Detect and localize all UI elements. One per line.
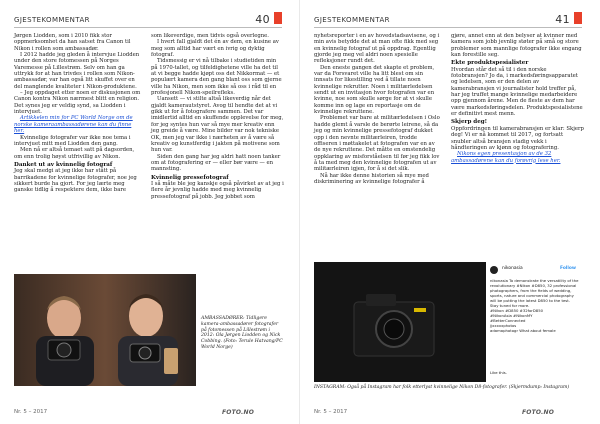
paragraph: I hvert fall gjaldt det én av dem, en kusine av meg som alltid har vært en ivrig og dyktig fotograf. <box>151 39 279 59</box>
paragraph: Jørgen Liodden, som i 2010 fikk stor oppmerksomhet da han satset fra Canon til Nikon i rollen som ambassadør. <box>14 33 131 52</box>
page-header-left <box>14 15 282 28</box>
section-title: GJESTEKOMMENTAR <box>14 16 90 24</box>
issue-label: Nr. 5 – 2017 <box>14 409 48 415</box>
accent-marker <box>274 12 282 24</box>
paragraph: gjøre, annet enn at den belyser at kvinner med kamera som jobb jevnlig støter på små og store problemer som mannlige fotografer ikke engang kan forestille seg. <box>451 33 582 59</box>
accent-marker <box>574 12 582 24</box>
text-column-1 <box>314 33 442 185</box>
instagram-comment-line: nikonasia To demonstrate the versatility of the <box>490 278 579 283</box>
instagram-comment-line: jjxxxxxphotos <box>490 323 517 328</box>
instagram-comment-line: adamaphotogr What about female <box>490 328 556 333</box>
article-link[interactable]: Artikkelen min for PC World Norge om de norske kameraambassadørene kan du finne her. <box>14 115 133 135</box>
paragraph: I så måte ble jeg kanskje også påvirket av at jeg i flere år jevnlig hadde med meg kvinnelig pressefotograf på jobb. Jeg jobbet som <box>151 180 284 200</box>
photo-illustration <box>14 274 196 386</box>
paragraph: – Jeg oppdaget etter noen er diskusjonen om Canon kontra Nikon nærmest blitt en religion. Det synes jeg er veldig synd, sa Liodden i intervjuet. <box>14 90 141 116</box>
instagram-screenshot <box>314 262 586 382</box>
paragraph: Men nå er altså temaet satt på dagsorden, om enn trolig høyst utfrivillig av Nikon. <box>14 147 135 160</box>
article-link[interactable]: Nikons egen presentasjon av de 32 ambassadørene kan du forøvrig lese her. <box>451 151 561 164</box>
section-title: GJESTEKOMMENTAR <box>314 16 390 24</box>
subheading: Ekte produktspesialister <box>451 60 529 67</box>
text-column-2 <box>451 33 584 164</box>
photo-caption: AMBASSADØRER: Tidligere kamera-ambassadører fotografer på fotomessen på Lillestrøm i 2012: Ola Jørgen Liodden og Nick Cobbing. (Foto: Terule Hatvang/PC World Norge) <box>201 316 283 350</box>
right-page <box>300 0 600 424</box>
text-column-1 <box>14 33 142 194</box>
subheading: Kvinnelig pressefotograf <box>151 174 229 181</box>
paragraph: som likeverdige, men tidvis også overlegne. <box>151 33 269 39</box>
text-column-2 <box>151 33 284 200</box>
subheading: Skjerp deg! <box>451 119 488 126</box>
follow-button[interactable]: Follow <box>560 266 576 271</box>
magazine-logo: FOTO.NO <box>522 409 555 416</box>
page-number: 40 <box>255 13 270 26</box>
paragraph: Den eneste gangen det skapte et problem, var da Forsvaret ville ha litt blest om sin innsats for likestilling ved å tillate noen kvinnelige rekrutter. Noen i militærledelsen sendt ut en invitasjon hvor fotografen var en kvinne, noe som skulle sørge for at vi skulle komme inn og lage en reportasje om de kvinnelige rekruttene. <box>314 64 435 116</box>
instagram-account: nikonasia <box>502 266 523 271</box>
issue-label: Nr. 5 – 2017 <box>314 409 348 415</box>
instagram-likes: Like this. <box>490 370 507 375</box>
paragraph: Tidsmessig er vi nå tilbake i studietiden min på 1970-tallet, og tilfeldighetene ville ha det til at vi begge hadde kjøpt oss det Nikkormat — et populært kamera den gang blant oss som gjerne ville ha Nikon, men som ikke så oss i råd til en profesjonell Nikon-speilrefleks. <box>151 58 282 97</box>
instagram-comment-line: photographers, from the fields of wedding, <box>490 288 572 293</box>
subheading: Danket ut av kvinnelig fotograf <box>14 161 113 168</box>
paragraph: Uansett — vi stilte altså likeverdig når det gjaldt kamerautstyret. Avog til hendte det at vi gikk ut for å fotografere sammen. Det var imidlertid alltid en skuffende opplevelse for meg, for jeg syntes hun var så mye mer kreativ enn jeg greide å være. Mine bilder var nok tekniske OK, men jeg var ikke i nærheten av å være så kreativ og kunstferdig i jakten på motivene som hun var. <box>151 96 284 154</box>
paragraph: Jeg skal medgi at jeg ikke har stått på barrikadene for kvinnelige fotografer, noe jeg sikkert burde ha gjort. For jeg lærte meg ganske tidlig å respektere dem, ikke bare <box>14 168 137 194</box>
instagram-comments <box>490 278 584 333</box>
paragraph: Hvordan står det så til i den norske fotobransjen? Jo da, i markedsføringsapparatet og ledelsen, som er den delen av kamerabransjen vi journalister hold treffer på, har jeg truffet mange kvinnelige medarbeidere opp gjennom årene. Men de fleste av dem har være markedsføringsdelen. Produktspesialistene er definitivt mest menn. <box>451 66 583 118</box>
paragraph: Kvinnelige fotografer var ikke noe tema i intervjuet mitt med Liodden den gang. <box>14 134 131 147</box>
page-header-right <box>314 15 582 28</box>
paragraph: Oppfordringen til kamerabransjen er klar: Skjerp deg! Vi er nå kommet til 2017, og fortsatt snubler altså bransjen stadig vekk i håndteringen av kjønn og fotografering. <box>451 125 584 151</box>
paragraph: Nå har ikke denne historien så mye med diskriminering av kvinnelige fotografer å <box>314 172 429 185</box>
paragraph: Siden den gang har jeg aldri hatt noen tanker om at fotografering er — eller bør være — en mannsting. <box>151 153 281 173</box>
ambassadors-photo <box>14 274 196 386</box>
instagram-comment-line: #Nikon #D850 #32forD850 <box>490 308 544 313</box>
instagram-comment-line: revolutionary #Nikon #D850, 32 professional <box>490 283 577 288</box>
instagram-comment-line: #NikonAsia #NikonMY <box>490 313 533 318</box>
paragraph: I 2012 hadde jeg gleden å intervjue Liodden under den store fotomessen på Norges Varemesse på Lillestrøm. Selv om han ga uttrykk for at han trivdes i rollen som Nikon-ambassadør, var han også litt skuffet over en del manglende kvaliteter i Nikon-produktene. <box>14 52 140 90</box>
instagram-comment-line: #BetterConnected <box>490 318 526 323</box>
page-number: 41 <box>555 13 570 26</box>
instagram-comment-line: Stay tuned for more. <box>490 303 530 308</box>
instagram-comment-line: will be putting the latest D850 to the test. <box>490 298 570 303</box>
paragraph: Problemet var bare at militærledelsen i Oslo hadde glemt å varsle de berørte leirene, så da jeg og min kvinnelige pressefotograf dukket opp i den nevnte militærleiren, trodde offiseren i møttakelet at fotografen var en av de nye rekruttene. Det måtte en omstendelig oppklaring av misforståelsen til før jeg fikk lov å ta med meg den kvinnelige fotografen ut av militærleiren igjen, for å si det slik. <box>314 115 440 173</box>
instagram-comment-line: sports, nature and commercial photography <box>490 293 574 298</box>
magazine-logo: FOTO.NO <box>222 409 255 416</box>
photo-caption: INSTAGRAM: Også på Instagram har folk etterlyst kvinnelige Nikon D8-fotografer. (Skjermdump: Instagram) <box>314 385 570 390</box>
paragraph: nyhetsreporter i en av hovedstadsavisene, og i min avis betydde det at man ofte fikk med seg en kvinnelig fotograf ut på oppdrag. Egentlig gjorde jeg meg vel aldri noen spesielle refleksjoner rundt det. <box>314 33 440 65</box>
